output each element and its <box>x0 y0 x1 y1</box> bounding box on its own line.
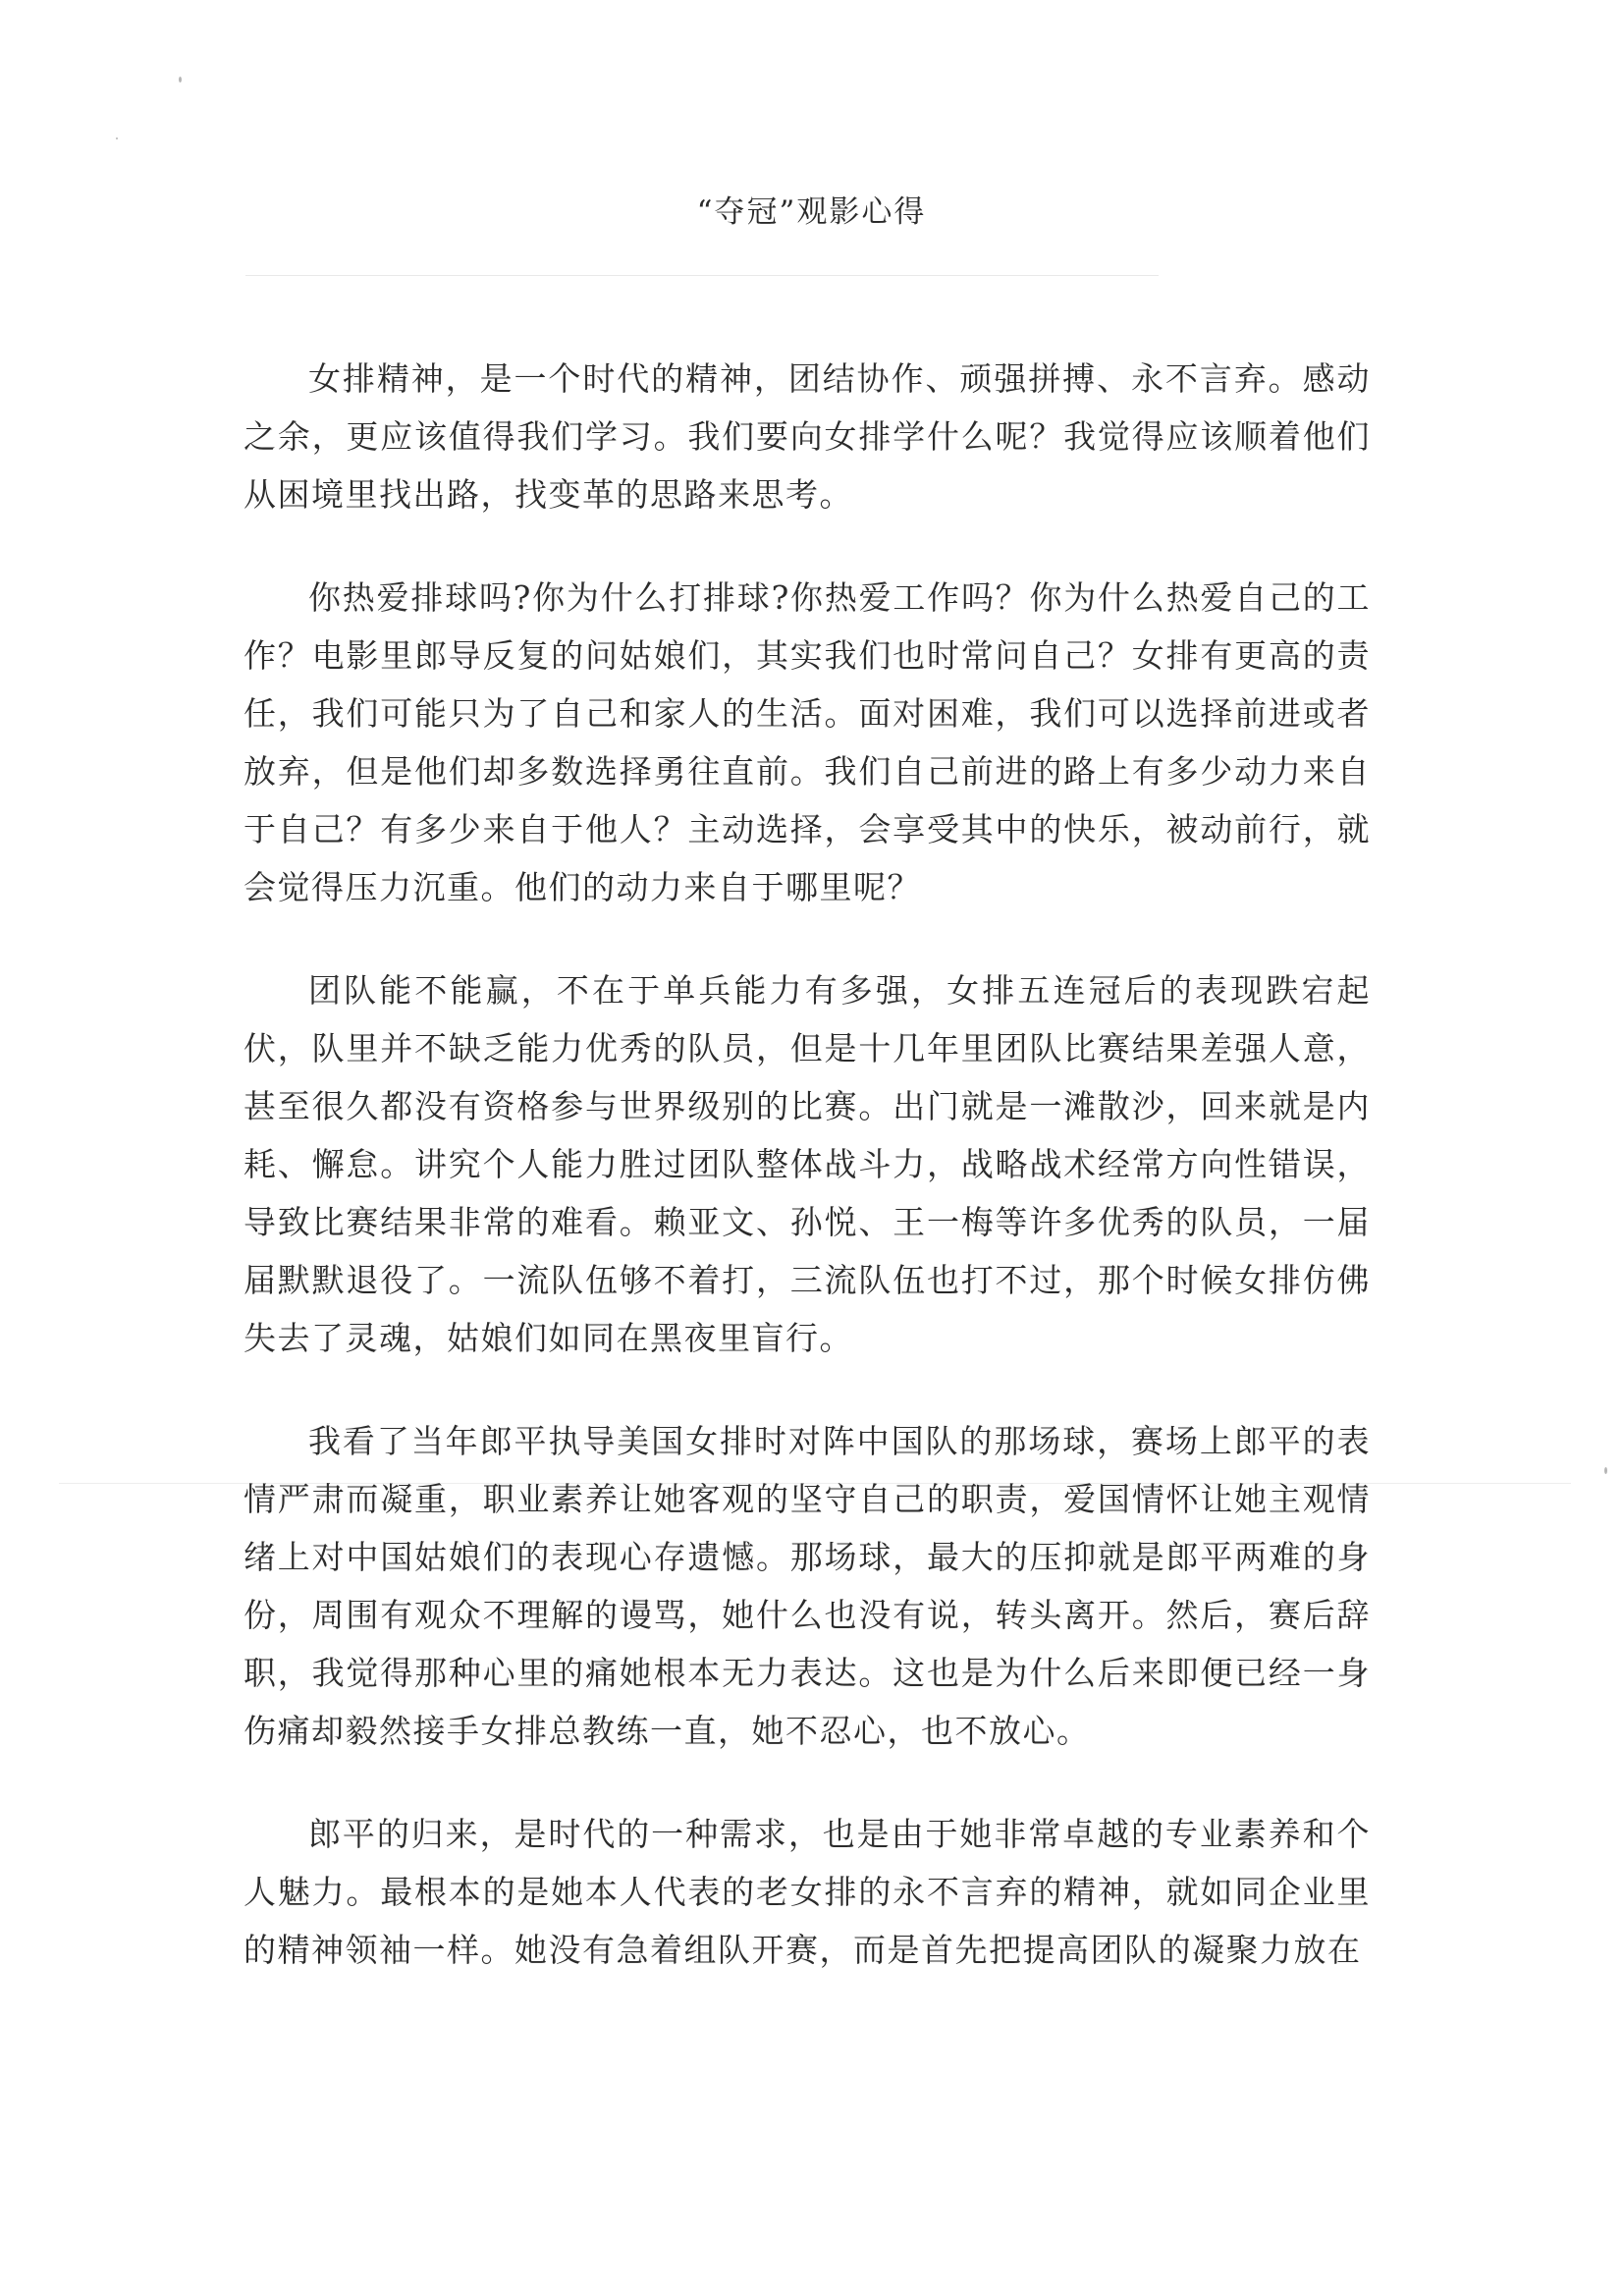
paragraph-5: 郎平的归来，是时代的一种需求，也是由于她非常卓越的专业素养和个人魅力。最根本的是她本人代表的老女排的永不言弃的精神，就如同企业里的精神领袖一样。她没有急着组队开赛，而是首先把提高团队的凝聚力放在 <box>243 1815 1371 1969</box>
document-title: “夺冠”观影心得 <box>696 194 927 230</box>
paragraph-1: 女排精神，是一个时代的精神，团结协作、顽强拼搏、永不言弃。感动之余，更应该值得我们学习。我们要向女排学什么呢？我觉得应该顺着他们从困境里找出路，找变革的思路来思考。 <box>243 359 1371 514</box>
scan-speck <box>1604 1467 1607 1474</box>
scan-speck <box>116 137 118 139</box>
scan-artifact-line <box>245 275 1159 276</box>
paragraph-4: 我看了当年郎平执导美国女排时对阵中国队的那场球，赛场上郎平的表情严肃而凝重，职业素养让她客观的坚守自己的职责，爱国情怀让她主观情绪上对中国姑娘们的表现心存遗憾。那场球，最大的压抑就是郎平两难的身份，周围有观众不理解的谩骂，她什么也没有说，转头离开。然后，赛后辞职，我觉得那种心里的痛她根本无力表达。这也是为什么后来即便已经一身伤痛却毅然接手女排总教练一直，她不忍心，也不放心。 <box>243 1422 1371 1750</box>
paragraph-3: 团队能不能赢，不在于单兵能力有多强，女排五连冠后的表现跌宕起伏，队里并不缺乏能力优秀的队员，但是十几年里团队比赛结果差强人意，甚至很久都没有资格参与世界级别的比赛。出门就是一滩散沙，回来就是内耗、懈怠。讲究个人能力胜过团队整体战斗力，战略战术经常方向性错误，导致比赛结果非常的难看。赖亚文、孙悦、王一梅等许多优秀的队员，一届届默默退役了。一流队伍够不着打，三流队伍也打不过，那个时候女排仿佛失去了灵魂，姑娘们如同在黑夜里盲行。 <box>243 971 1371 1357</box>
scan-speck <box>179 77 182 82</box>
paragraph-2: 你热爱排球吗?你为什么打排球?你热爱工作吗？你为什么热爱自己的工作？电影里郎导反复的问姑娘们，其实我们也时常问自己？女排有更高的责任，我们可能只为了自己和家人的生活。面对困难，我们可以选择前进或者放弃，但是他们却多数选择勇往直前。我们自己前进的路上有多少动力来自于自己？有多少来自于他人？主动选择，会享受其中的快乐，被动前行，就会觉得压力沉重。他们的动力来自于哪里呢？ <box>243 578 1371 906</box>
document-body <box>243 350 1371 2024</box>
